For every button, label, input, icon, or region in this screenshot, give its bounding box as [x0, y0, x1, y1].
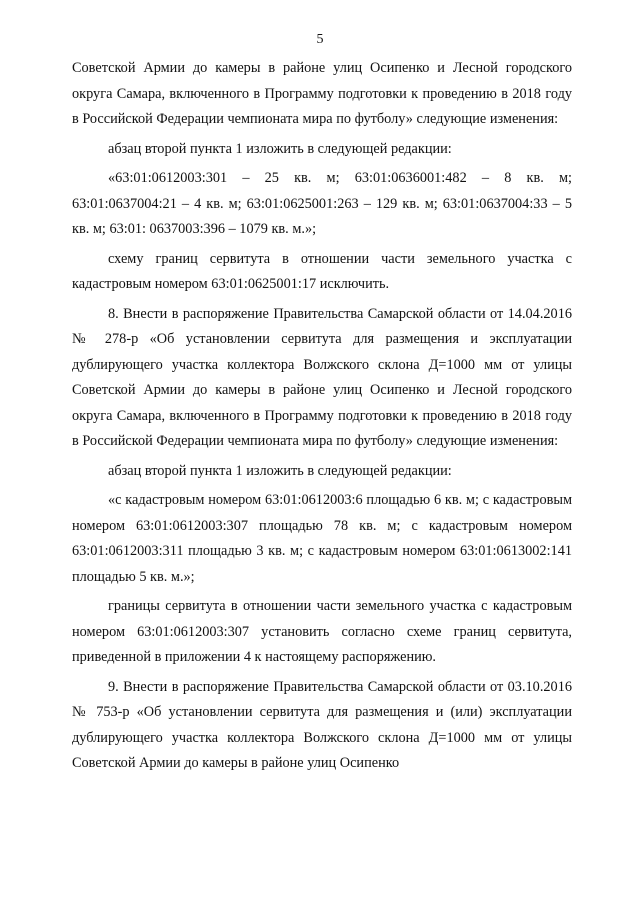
document-body [72, 56, 572, 777]
paragraph-instruction-2: абзац второй пункта 1 изложить в следующей редакции: [108, 462, 452, 479]
paragraph-exclude-scheme: схему границ сервитута в отношении части земельного участка с кадастровым номером 63:01:0625001:17 исключить. [72, 250, 572, 292]
paragraph-item-8: 8. Внести в распоряжение Правительства Самарской области от 14.04.2016 № 278-р «Об установлении сервитута для размещения и эксплуатации дублирующего участка коллектора Волжского склона Д=1000 мм от улицы Советской Армии до камеры в районе улиц Осипенко и Лесной городского округа Самара, включенного в Программу подготовки к проведению в 2018 году в Российской Федерации чемпионата мира по футболу» следующие изменения: [72, 305, 572, 449]
paragraph-cadastral-areas: «с кадастровым номером 63:01:0612003:6 площадью 6 кв. м; с кадастровым номером 63:01:0612003:307 площадью 78 кв. м; с кадастровым номером 63:01:0612003:311 площадью 3 кв. м; с кадастровым номером 63:01:0613002:141 площадью 5 кв. м.»; [72, 492, 572, 585]
paragraph-item-9: 9. Внести в распоряжение Правительства Самарской области от 03.10.2016 № 753-р «Об установлении сервитута для размещения и (или) эксплуатации дублирующего участка коллектора Волжского склона Д=1000 мм от улицы Советской Армии до камеры в районе улиц Осипенко [72, 678, 572, 771]
page-number: 5 [316, 32, 324, 47]
paragraph-continuation: Советской Армии до камеры в районе улиц Осипенко и Лесной городского округа Самара, включенного в Программу подготовки к проведению в 2018 году в Российской Федерации чемпионата мира по футболу» следующие изменения: [72, 60, 572, 127]
paragraph-boundaries: границы сервитута в отношении части земельного участка с кадастровым номером 63:01:0612003:307 установить согласно схеме границ сервитута, приведенной в приложении 4 к настоящему распоряжению. [72, 598, 572, 665]
paragraph-cadastral-list: «63:01:0612003:301 – 25 кв. м; 63:01:0636001:482 – 8 кв. м; 63:01:0637004:21 – 4 кв. м; 63:01:0625001:263 – 129 кв. м; 63:01:0637004:33 – 5 кв. м; 63:01: 0637003:396 – 1079 кв. м.»; [72, 170, 572, 237]
paragraph-instruction: абзац второй пункта 1 изложить в следующей редакции: [108, 140, 452, 157]
